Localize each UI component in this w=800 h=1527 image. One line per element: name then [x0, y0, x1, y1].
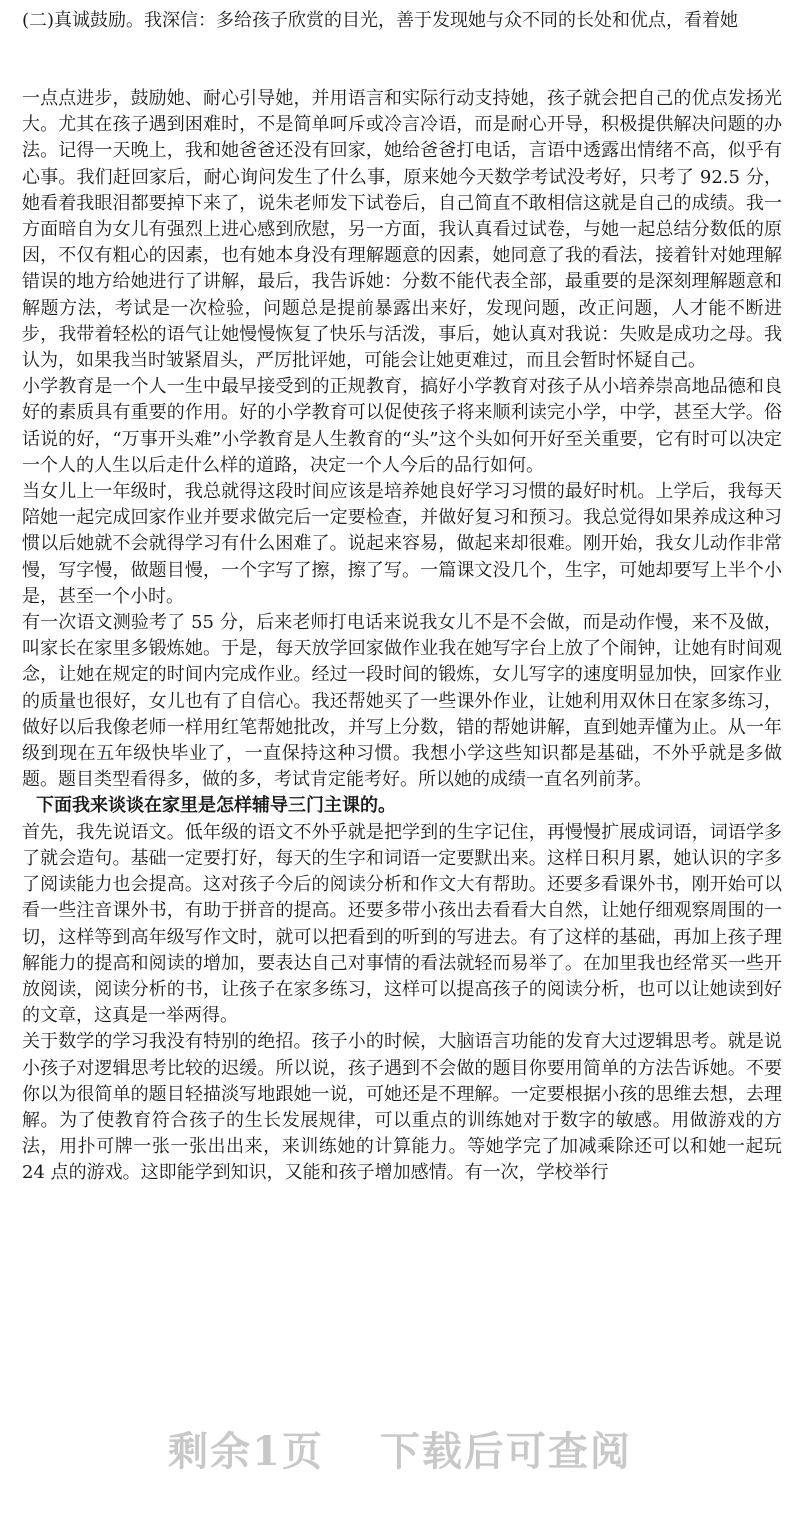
document-body — [22, 86, 782, 1187]
download-watermark — [0, 1420, 800, 1477]
paragraph: 当女儿上一年级时，我总就得这段时间应该是培养她良好学习习惯的最好时机。上学后，我每天陪她一起完成回家作业并要求做完后一定要检查，并做好复习和预习。我总觉得如果养成这种习惯以后她就不会就得学习有什么困难了。说起来容易，做起来却很难。刚开始，我女儿动作非常慢，写字慢，做题目慢，一个字写了擦，擦了写。一篇课文没几个，生字，可她却要写上半个小是，甚至一个小时。 — [22, 481, 782, 607]
paragraph: 有一次语文测验考了 55 分，后来老师打电话来说我女儿不是不会做，而是动作慢，来不及做，叫家长在家里多锻炼她。于是，每天放学回家做作业我在她写字台上放了个闹钟，让她有时间观念，让她在规定的时间内完成作业。经过一段时间的锻炼，女儿写字的速度明显加快，回家作业的质量也很好，女儿也有了自信心。我还帮她买了一些课外作业，让她利用双休日在家多练习，做好以后我像老师一样用红笔帮她批改，并写上分数，错的帮她讲解，直到她弄懂为止。从一年级到现在五年级快毕业了，一直保持这种习惯。我想小学这些知识都是基础，不外乎就是多做题。题目类型看得多，做的多，考试肯定能考好。所以她的成绩一直名列前茅。 — [22, 612, 782, 791]
opening-line: (二)真诚鼓励。我深信：多给孩子欣赏的目光，善于发现她与众不同的长处和优点，看着她 — [22, 10, 739, 31]
paragraph: 小学教育是一个人一生中最早接受到的正规教育，搞好小学教育对孩子从小培养崇高地品德和良好的素质具有重要的作用。好的小学教育可以促使孩子将来顺利读完小学，中学，甚至大学。俗话说的好，“万事开头难”小学教育是人生教育的“头”这个头如何开好至关重要，它有时可以决定一个人的人生以后走什么样的道路，决定一个人今后的品行如何。 — [22, 376, 782, 476]
section-heading: 下面我来谈谈在家里是怎样辅导三门主课的。 — [36, 795, 396, 817]
paragraph: 关于数学的学习我没有特别的绝招。孩子小的时候，大脑语言功能的发育大过逻辑思考。就是说小孩子对逻辑思考比较的迟缓。所以说，孩子遇到不会做的题目你要用简单的方法告诉她。不要你以为很简单的题目轻描淡写地跟她一说，可她还是不理解。一定要根据小孩的思维去想，去理解。为了使教育符合孩子的生长发展规律，可以重点的训练她对于数字的敏感。用做游戏的方法，用扑可牌一张一张出出来，来训练她的计算能力。等她学完了加减乘除还可以和她一起玩 24 点的游戏。这即能学到知识，又能和孩子增加感情。有一次，学校举行 — [22, 1031, 782, 1184]
paragraph: 首先，我先说语文。低年级的语文不外乎就是把学到的生字记住，再慢慢扩展成词语，词语学多了就会造句。基础一定要打好，每天的生字和词语一定要默出来。这样日积月累，她认识的字多了阅读能力也会提高。这对孩子今后的阅读分析和作文大有帮助。还要多看课外书，刚开始可以看一些注音课外书，有助于拼音的提高。还要多带小孩出去看看大自然，让她仔细观察周围的一切，这样等到高年级写作文时，就可以把看到的听到的写进去。有了这样的基础，再加上孩子理解能力的提高和阅读的增加，要表达自己对事情的看法就轻而易举了。在加里我也经常买一些开放阅读，阅读分析的书，让孩子在家多练习，这样可以提高孩子的阅读分析，也可以让她读到好的文章，这真是一举两得。 — [22, 821, 782, 1027]
paragraph: 一点点进步，鼓励她、耐心引导她，并用语言和实际行动支持她，孩子就会把自己的优点发扬光大。尤其在孩子遇到困难时，不是简单呵斥或冷言冷语，而是耐心开导，积极提供解决问题的办法。记得一天晚上，我和她爸爸还没有回家，她给爸爸打电话，言语中透露出情绪不高，似乎有心事。我们赶回家后，耐心询问发生了什么事，原来她今天数学考试没考好，只考了 92.5 分，她看着我眼泪都要掉下来了，说朱老师发下试卷后，自己简直不敢相信这就是自己的成绩。我一方面暗自为女儿有强烈上进心感到欣慰，另一方面，我认真看过试卷，与她一起总结分数低的原因，不仅有粗心的因素，也有她本身没有理解题意的因素，她同意了我的看法，接着针对她理解错误的地方给她进行了讲解，最后，我告诉她：分数不能代表全部，最重要的是深刻理解题意和解题方法，考试是一次检验，问题总是提前暴露出来好，发现问题，改正问题，人才能不断进步，我带着轻松的语气让她慢慢恢复了快乐与活泼，事后，她认真对我说：失败是成功之母。我认为，如果我当时皱紧眉头，严厉批评她，可能会让她更难过，而且会暂时怀疑自己。 — [22, 88, 782, 372]
remaining-pages-label: 剩余1页 — [168, 1428, 324, 1475]
download-prompt-label: 下载后可查阅 — [379, 1428, 632, 1475]
